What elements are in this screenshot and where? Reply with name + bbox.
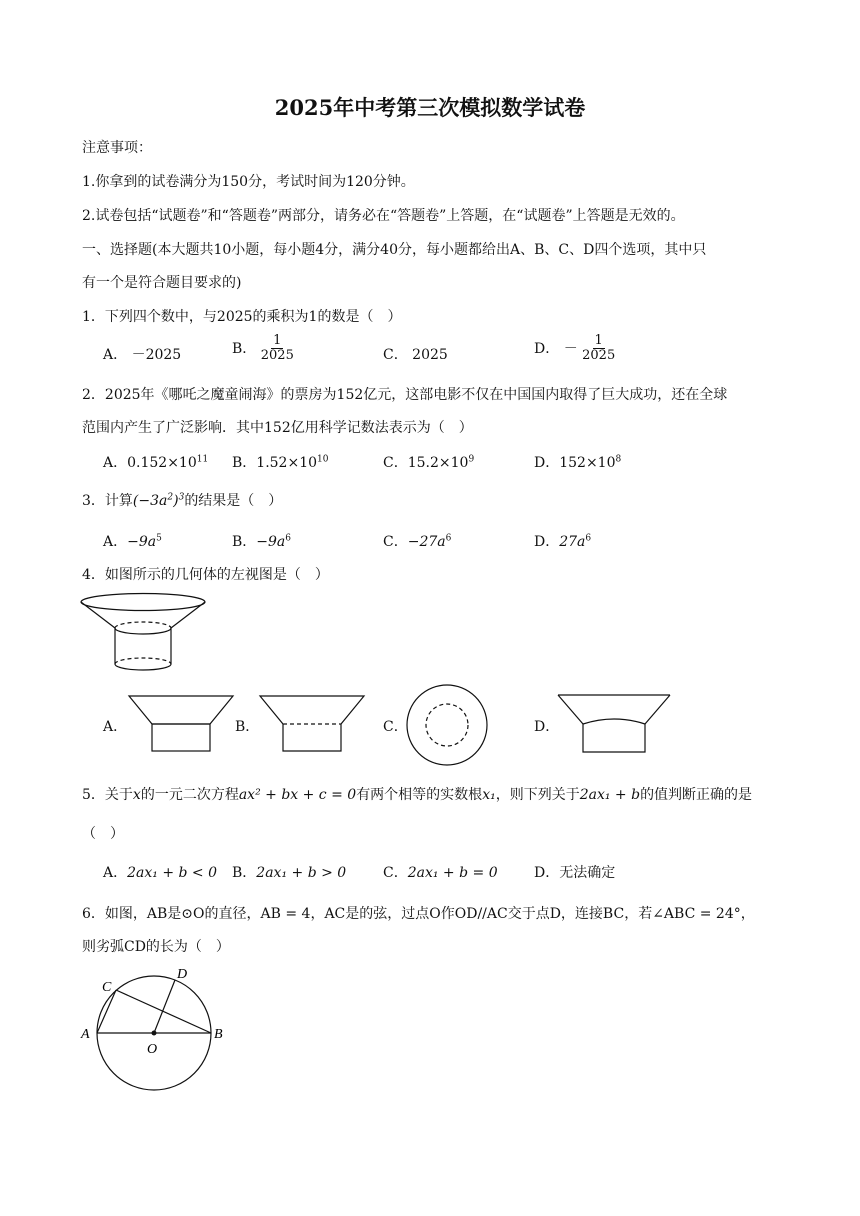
notice-item-1: 1.你拿到的试卷满分为150分，考试时间为120分钟。	[82, 174, 415, 190]
q4-option-a-label: A．	[103, 719, 128, 735]
q1-stem: 1．下列四个数中，与2025的乘积为1的数是（ ）	[82, 309, 402, 325]
section-heading-line-1: 一、选择题(本大题共10小题，每小题4分，满分40分，每小题都给出A、B、C、D四个选项，其中只	[82, 242, 707, 258]
q5-answer-paren: （ ）	[82, 826, 124, 842]
q6-stem-line-1: 6．如图，AB是⊙O的直径，AB = 4，AC是的弦，过点O作OD//AC交于点D，连接BC，若∠ABC = 24°，	[82, 906, 755, 922]
q2-option-d: D．$152\times 10^8$	[534, 454, 622, 471]
section-heading-line-2: 有一个是符合题目要求的)	[82, 275, 242, 291]
option-value: －2025	[131, 347, 182, 363]
q5-option-b: B．2ax₁ + b > 0	[232, 865, 347, 881]
q1-option-a	[103, 344, 181, 364]
q3-option-b: B．$-9a^6$	[232, 533, 292, 550]
q5-option-c: C．2ax₁ + b = 0	[383, 865, 498, 881]
q4-option-c-figure	[406, 684, 488, 766]
q4-option-b-label: B．	[235, 719, 260, 735]
q6-circle-figure	[78, 963, 238, 1093]
q2-option-c: C．$15.2\times 10^9$	[383, 454, 475, 471]
option-label: C．	[383, 347, 408, 363]
point-label-a: A	[81, 1027, 90, 1042]
point-label-c: C	[102, 980, 112, 995]
q5-option-d: D．无法确定	[534, 865, 616, 881]
point-label-b: B	[214, 1027, 223, 1042]
q1-option-d: D． － $\frac{1}{2025}$	[534, 333, 616, 364]
q5-stem: 5．关于x的一元二次方程ax² + bx + c = 0有两个相等的实数根x₁，则下列关于2ax₁ + b的值判断正确的是	[82, 787, 753, 803]
page-title: 2025年中考第三次模拟数学试卷	[274, 95, 586, 120]
q6-stem-line-2: 则劣弧CD的长为（ ）	[82, 939, 230, 955]
q4-option-c-label: C．	[383, 719, 408, 735]
option-label: D．	[534, 340, 560, 357]
fraction: $\frac{1}{2025}$	[260, 333, 294, 364]
q2-option-a: A．$0.152\times 10^{11}$	[103, 454, 209, 471]
q3-option-c: C．$-27a^6$	[383, 533, 452, 550]
option-label: B．	[232, 340, 257, 357]
q4-solid-figure	[78, 592, 208, 680]
q3-option-a: A．$-9a^5$	[103, 533, 162, 550]
q2-stem-line-2: 范围内产生了广泛影响．其中152亿用科学记数法表示为（ ）	[82, 420, 473, 436]
option-label: A．	[103, 347, 128, 363]
notice-item-2: 2.试卷包括“试题卷”和“答题卷”两部分，请务必在“答题卷”上答题，在“试题卷”上答题是无效的。	[82, 208, 685, 224]
q4-option-a-figure	[128, 695, 234, 753]
q1-option-b	[232, 334, 294, 364]
q2-stem-line-1: 2．2025年《哪吒之魔童闹海》的票房为152亿元，这部电影不仅在中国国内取得了巨大成功，还在全球	[82, 387, 728, 403]
q1-option-c	[383, 344, 448, 364]
point-label-o: O	[147, 1042, 158, 1057]
q3-stem: 3．计算$(-3a^2)^3$的结果是（ ）	[82, 492, 283, 509]
q4-stem: 4．如图所示的几何体的左视图是（ ）	[82, 567, 329, 583]
expression: $(-3a^2)^3$	[132, 492, 185, 509]
q5-option-a: A．2ax₁ + b < 0	[103, 865, 218, 881]
q2-option-b: B．$1.52\times 10^{10}$	[232, 454, 329, 471]
fraction: $\frac{1}{2025}$	[582, 333, 616, 364]
option-value: 2025	[412, 347, 448, 363]
point-label-d: D	[177, 967, 188, 982]
notice-heading: 注意事项：	[82, 140, 152, 156]
q4-option-d-figure	[557, 694, 671, 754]
q3-option-d: D．$27a^6$	[534, 533, 592, 550]
q4-option-b-figure	[259, 695, 365, 753]
q4-option-d-label: D．	[534, 719, 560, 735]
